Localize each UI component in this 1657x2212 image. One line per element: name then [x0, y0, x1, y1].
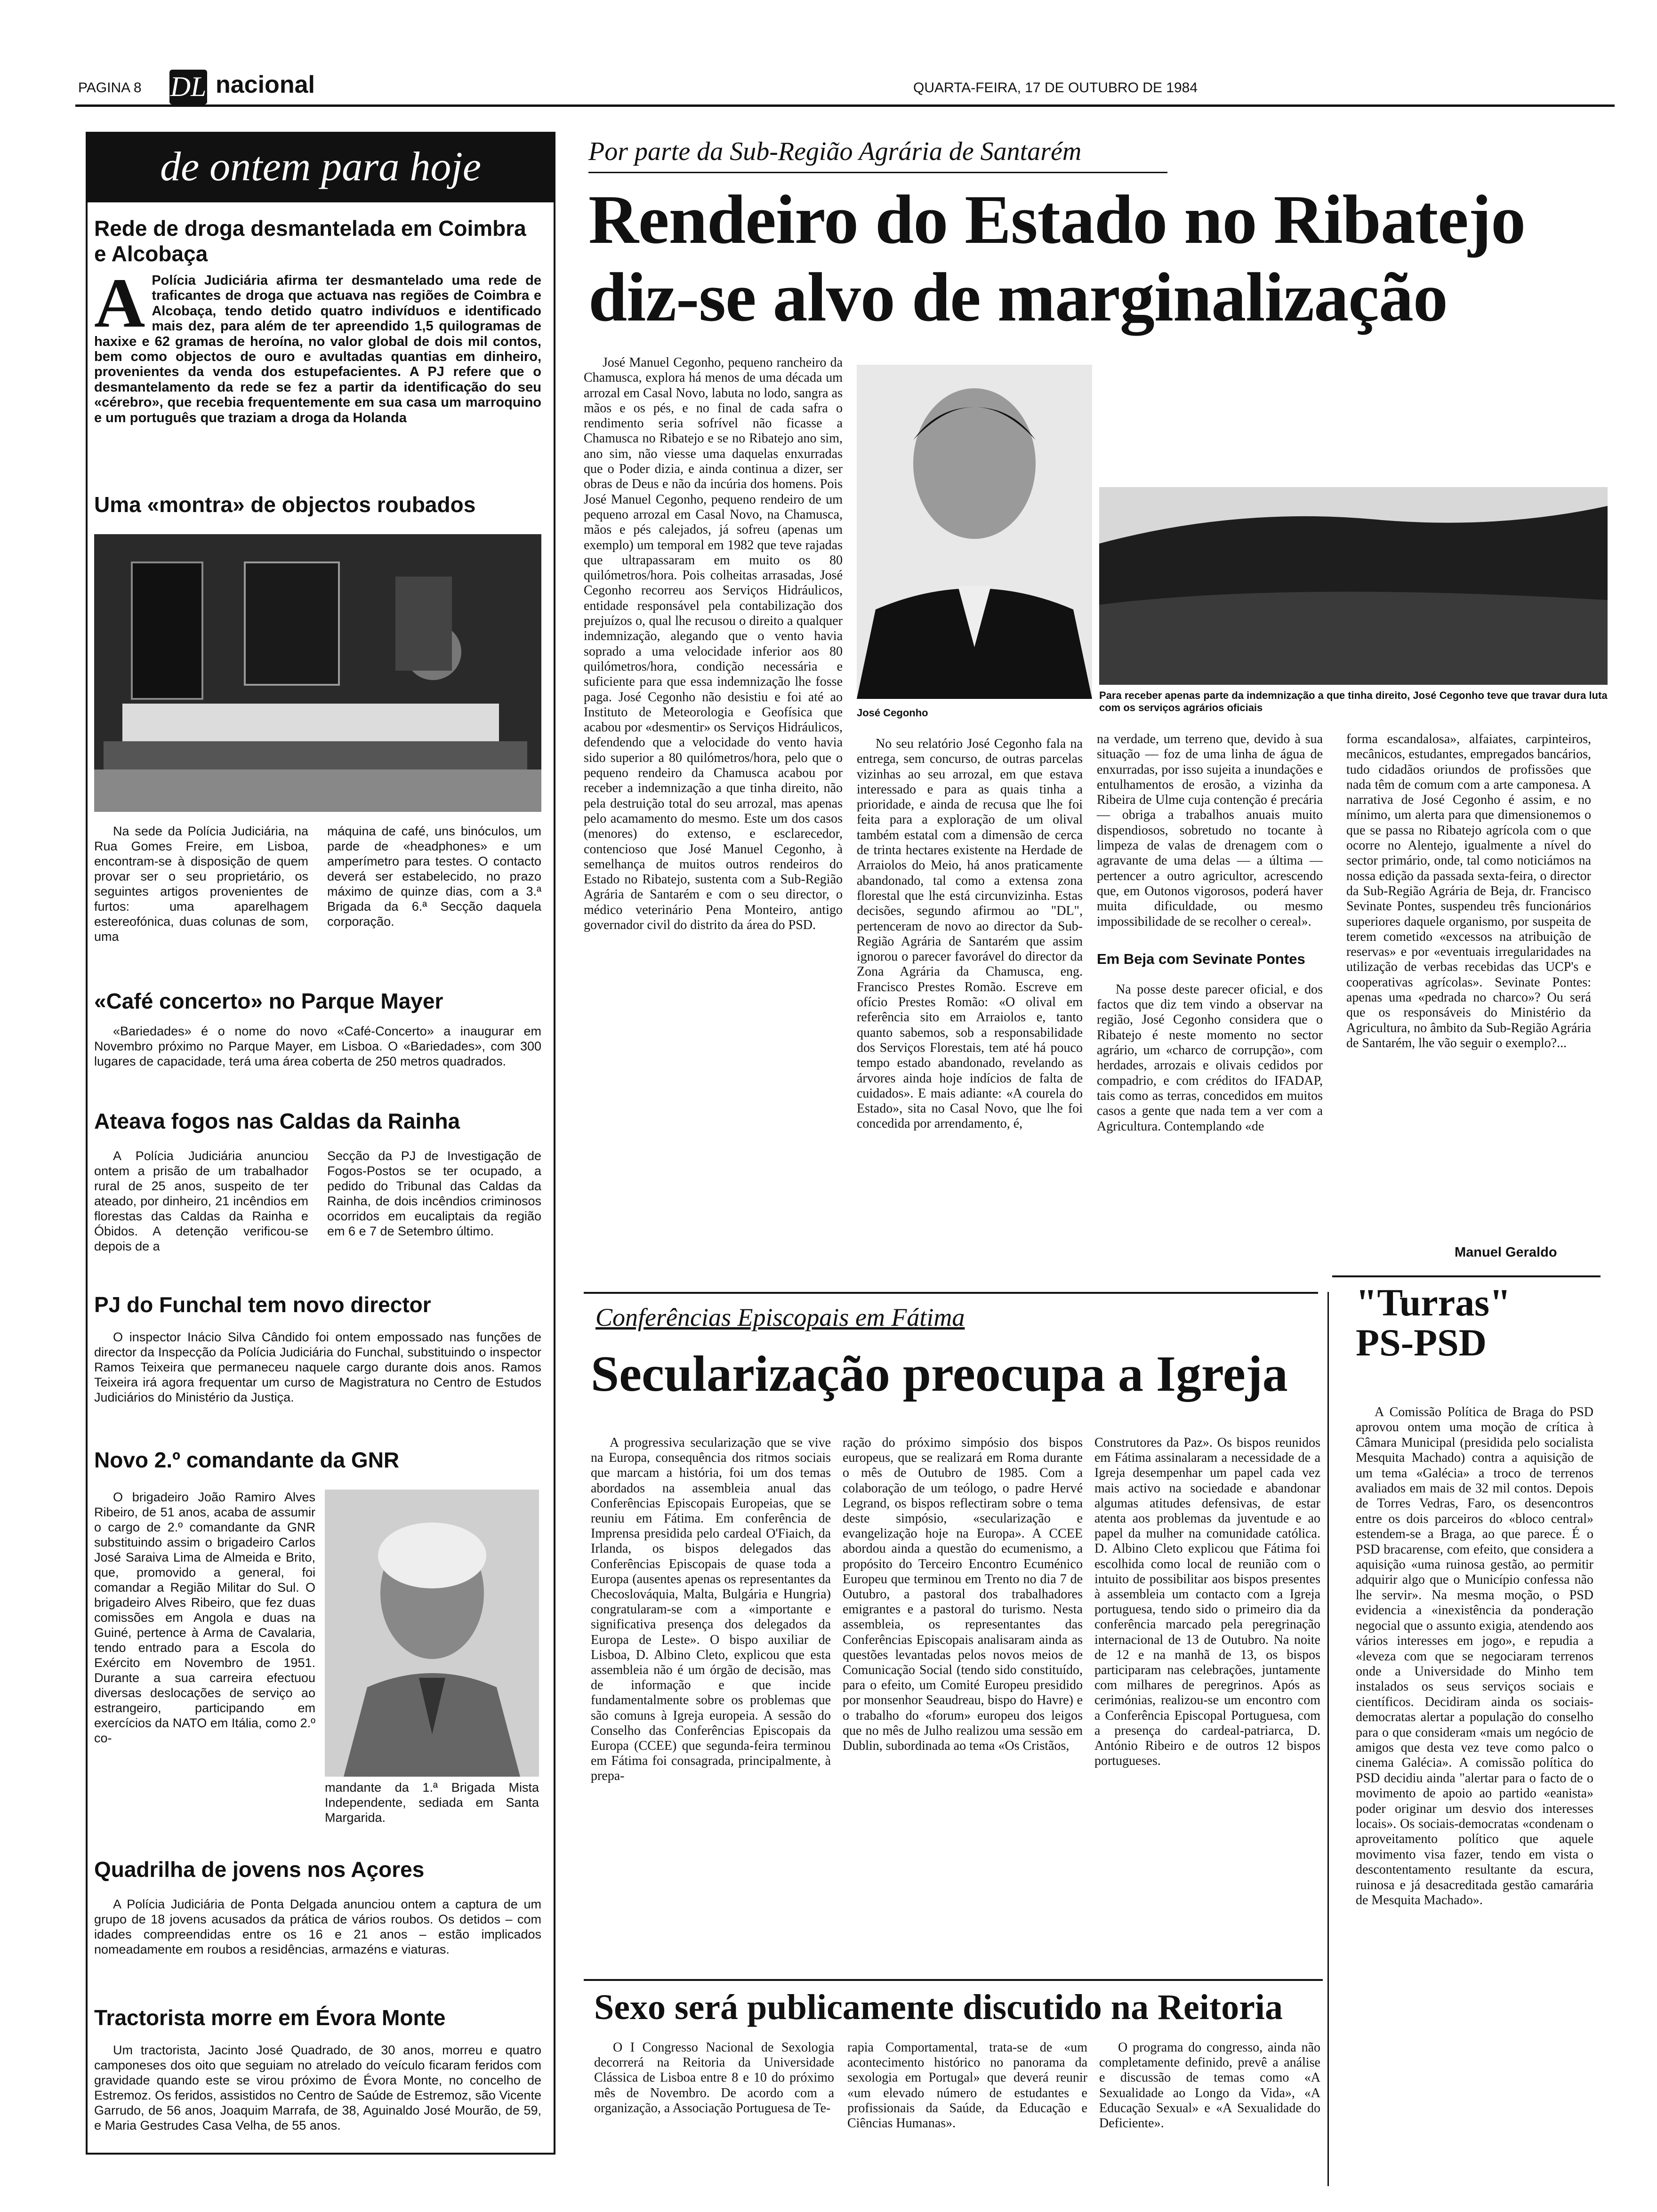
main-col3: [1097, 732, 1323, 1134]
sexo-col2-text: rapia Comportamental, trata-se de «um acontecimento histórico no panorama da sexologia em Portugal» que deverá reunir «um elevado número de estudantes e profissionais da Saúde, da Educação e Ciências Humanas».: [847, 2040, 1087, 2131]
sexo-headline: Sexo será publicamente discutido na Reitoria: [594, 1988, 1283, 2027]
s5-title: PJ do Funchal tem novo director: [94, 1292, 431, 1317]
turras-body: [1356, 1405, 1593, 1908]
sexo-col1: [594, 2040, 834, 2116]
main-kicker: Por parte da Sub-Região Agrária de Santarém: [588, 137, 1082, 166]
s4-title: Ateava fogos nas Caldas da Rainha: [94, 1109, 460, 1133]
s4-col1: A Polícia Judiciária anunciou ontem a prisão de um trabalhador rural de 25 anos, suspeito de ter ateado, por dinheiro, 21 incêndios em florestas das Caldas da Rainha e Óbidos. A detenção verificou-se depois de a: [94, 1149, 308, 1253]
svg-text:DL: DL: [170, 71, 207, 102]
s7-body: [94, 1897, 541, 1957]
s8-title: Tractorista morre em Évora Monte: [94, 2005, 446, 2030]
s2-title: Uma «montra» de objectos roubados: [94, 492, 476, 517]
vertical-divider: [1327, 1292, 1329, 2186]
church-col1: [591, 1435, 831, 1784]
s5-text: O inspector Inácio Silva Cândido foi ontem empossado nas funções de director da Inspecção da Polícia Judiciária do Funchal, substituindo o inspector Ramos Teixeira que permaneceu naquele cargo durante dois anos. Ramos Teixeira irá agora frequentar um curso de Magistratura no Centro de Estudos Judiciários do Ministério da Justiça.: [94, 1330, 541, 1404]
s8-text: Um tractorista, Jacinto José Quadrado, de 30 anos, morreu e quatro camponeses dos oito que seguiam no atrelado do veículo ficaram feridos com gravidade quando este se virou próximo de Évora Monte, no concelho de Estremoz. Os feridos, assistidos no Centro de Saúde de Estremoz, são Vicente Garrudo, de 56 anos, Joaquim Marrafa, de 38, Aguinaldo José Mourão, de 59, e Maria Gestrudes Casa Velha, de 55 anos.: [94, 2043, 541, 2132]
turras-headline-1: "Turras": [1356, 1281, 1511, 1324]
main-col2: [857, 737, 1083, 1132]
church-kicker: Conferências Episcopais em Fátima: [595, 1303, 965, 1331]
sexo-col1-text: O I Congresso Nacional de Sexologia decorrerá na Reitoria da Universidade Clássica de Lisboa entre 8 e 10 do próximo mês de Novembro. De acordo com a organização, a Associação Portuguesa de Te-: [594, 2040, 834, 2116]
turras-text: A Comissão Política de Braga do PSD aprovou ontem uma moção de crítica à Câmara Municipal (presidida pelo socialista Mesquita Machado) contra a aquisição de um tema «Galécia» a troco de terrenos avaliados em mais de 32 mil contos. Depois de Torres Vedras, Faro, os desencontros entre os dois parceiros do «bloco central» estendem-se a Braga, ao que parece. É o PSD bracarense, com efeito, que considera a aquisição «uma ruinosa gestão, ao permitir adquirir algo que o Município confessa não lhe servir». Na mesma moção, o PSD evidencia a «inexistência da ponderação negocial que o assunto exigia, atendendo aos vários interesses em jogo», e repudia a «leveza com que se negociaram terrenos onde a Universidade do Minho tem instalados os seus serviços sociais e científicos. Decidiram ainda os sociais-democratas alertar a população do conselho para o que consideram «mais um negócio de amigos que desta vez teve como palco o cinema Galécia». A comissão política do PSD decidiu ainda "alertar para o facto de o movimento de apoio ao partido «eanista» poder originar um desvio dos interesses locais». Os sociais-democratas «condenam o aproveitamento político que aquele movimento visa fazer, tendo em vista o descontentamento resultante da escura, ruinosa e já desacreditada gestão camarária de Mesquita Machado».: [1356, 1405, 1593, 1907]
main-col4: [1346, 732, 1591, 1051]
sidebar-banner: [86, 132, 555, 202]
s3-body: [94, 1024, 541, 1069]
s5-body: [94, 1330, 541, 1405]
photo2-caption: Para receber apenas parte da indemnização a que tinha direito, José Cegonho teve que travar dura luta com os serviços agrários oficiais: [1099, 689, 1608, 713]
church-col3-text: Construtores da Paz». Os bispos reunidos em Fátima assinalaram a necessidade de a Igreja desempenhar um papel cada vez mais activo na sociedade e abandonar algumas atitudes defensivas, de estar atenta aos problemas da juventude e ao papel da mulher na comunidade católica. D. Albino Cleto explicou que Fátima foi escolhida como local de reunião com o intuito de possibilitar aos bispos presentes à assembleia um contacto com a Igreja portuguesa, tendo sido o primeiro dia da conferência marcado pela peregrinação internacional de 13 de Outubro. Na noite de 12 e na manhã de 13, os bispos participaram nas celebrações, juntamente com milhares de peregrinos. Após as cerimónias, realizou-se um encontro com a Conferência Episcopal Portuguesa, com a presença do cardeal-patriarca, D. António Ribeiro e de outros 12 bispos portugueses.: [1094, 1435, 1320, 1769]
s1-body: [94, 264, 541, 425]
main-headline-1: Rendeiro do Estado no Ribatejo: [588, 181, 1526, 258]
sidebar-box: [86, 132, 555, 2155]
main-col2-text: No seu relatório José Cegonho fala na entrega, sem concurso, de outras parcelas vizinhas ao seu arrozal, em que estava interessado e para as quais tinha a prioridade, e ainda de recusa que lhe foi feita para a exploração de um olival também estatal com a dimensão de cerca de trinta hectares existente na Herdade de Arraiolos do Meio, há anos praticamente abandonado, tal como a extensa zona florestal que lhe está circunvizinha. Estas decisões, segundo afirmou ao "DL", pertenceram de novo ao director da Sub-Região Agrária de Santarém que assim ignorou o parecer favorável do director da Zona Agrária da Chamusca, eng. Francisco Prestes Romão. Escreve em ofício Prestes Romão: «O olival em referência sito em Arraiolos e, tanto quanto sabemos, sob a responsabilidade dos Serviços Florestais, tem até há pouco tempo estado abandonado, revelando as árvores ainda hoje indícios de falta de cuidados». E mais adiante: «A courela do Estado», sita no Casal Novo, que lhe foi concedida por arrendamento, é,: [857, 737, 1083, 1131]
church-col2: [843, 1435, 1083, 1754]
s2-col1: Na sede da Polícia Judiciária, na Rua Gomes Freire, em Lisboa, encontram-se à disposição de quem provar ser o seu proprietário, os seguintes artigos provenientes de furtos: uma aparelhagem estereofónica, duas colunas de som, uma: [94, 824, 308, 944]
s7-text: A Polícia Judiciária de Ponta Delgada anunciou ontem a captura de um grupo de 18 jovens acusados da prática de vários roubos. Os detidos – com idades compreendidas entre os 16 e 21 anos – estão implicados nomeadamente em roubos a residências, armazéns e viaturas.: [94, 1897, 541, 1956]
main-col3b-text: Na posse deste parecer oficial, e dos factos que diz tem vindo a observar na região, José Cegonho considera que o Ribatejo é neste momento no sector agrário, um «charco de corrupção», com herdades, arrozais e olivais cedidos por compadrio, e com créditos do IFADAP, tais como as terras, concedidos em muitos casos a gente que nada tem a ver com a Agricultura. Contemplando «de: [1097, 982, 1323, 1134]
page-date: QUARTA-FEIRA, 17 DE OUTUBRO DE 1984: [913, 80, 1198, 96]
s3-text: «Bariedades» é o nome do novo «Café-Concerto» a inaugurar em Novembro próximo no Parque Mayer, em Lisboa. O «Bariedades», com 300 lugares de capacidade, terá uma área coberta de 250 metros quadrados.: [94, 1024, 541, 1068]
main-col4-text: forma escandalosa», alfaiates, carpinteiros, mecânicos, estudantes, empregados bancários, tudo cidadãos oriundos de profissões que nada têm de comum com a arte camponesa. A narrativa de José Cegonho é assim, e no mínimo, um alerta para que dimensionemos o que se passa no Ribatejo agrícola com o que ocorre no Alentejo, igualmente a nível do sector primário, onde, tal como noticiámos na nossa edição da passada sexta-feira, o director da Sub-Região Agrária de Beja, dr. Francisco Sevinate Pontes, suspendeu três funcionários superiores daquele organismo, por suspeita de terem cometido «excessos na atribuição de reservas» e por «eventuais irregularidades na utilização de verbas recebidas das UCP's e cooperativas agrícolas». Sevinate Pontes: apenas uma «pedrada no charco»? Ou será que os responsáveis do Ministério da Agricultura, no âmbito da Sub-Região Agrária de Santarém, lhe vão seguir o exemplo?...: [1346, 732, 1591, 1050]
s6-tail: [325, 1780, 539, 1825]
s1-title: Rede de droga desmantelada em Coimbra e Alcobaça: [94, 216, 526, 266]
s7-title: Quadrilha de jovens nos Açores: [94, 1857, 425, 1882]
s1-dropcap: A: [94, 264, 145, 342]
s4-col2: Secção da PJ de Investigação de Fogos-Postos se ter ocupado, a pedido do Tribunal das Caldas da Rainha, de dois incêndios criminosos ocorridos em eucaliptais da região em 6 e 7 de Setembro último.: [327, 1149, 541, 1238]
church-col3: [1094, 1435, 1320, 1769]
sexo-col2: [847, 2040, 1087, 2131]
photo1-caption: José Cegonho: [857, 707, 928, 719]
cegonho-portrait-photo: [857, 365, 1092, 699]
church-col1-text: A progressiva secularização que se vive na Europa, consequência dos ritmos sociais que marcam a história, foi um dos temas abordados na assembleia anual das Conferências Episcopais Europeias, que se reuniu em Fátima. Em conferência de Imprensa presidida pelo cardeal O'Fiaich, da Irlanda, os bispos delegados das Conferências Episcopais de quase toda a Europa (ausentes apenas os representantes da Checoslováquia, Malta, Bulgária e Hungria) congratularam-se com a «importante e significativa presença dos delegados da Europa de Leste». O bispo auxiliar de Lisboa, D. Albino Cleto, explicou que esta assembleia não é um órgão de decisão, mas de informação e que incide fundamentalmente sobre os problemas que são comuns à Igreja europeia. A sessão do Conselho das Conferências Episcopais da Europa (CCEE) que segunda-feira terminou em Fátima foi consagrada, principalmente, à prepa-: [591, 1435, 831, 1784]
banner-text: de ontem para hoje: [160, 144, 481, 190]
section-name: nacional: [216, 71, 315, 98]
s6-body: [94, 1490, 315, 1746]
main-col1-text: José Manuel Cegonho, pequeno rancheiro da Chamusca, explora há menos de uma década um arrozal em Casal Novo, labuta no lodo, sangra as mãos e os pés, e no final de cada safra o rendimento seria sofrível não ficasse a Chamusca no Ribatejo e se no Ribatejo ano sim, ano sim, não viesse uma daquelas enxurradas que o Poder dizia, e ainda continua a dizer, ser obras de Deus e não da incúria dos homens. Pois José Manuel Cegonho, pequeno rendeiro de um pequeno arrozal em Casal Novo, na Chamusca, mãos e pés calejados, já sofreu (apenas um exemplo) um temporal em 1982 que teve rajadas que ultrapassaram em muito os 80 quilómetros/hora. Pois colheitas arrasadas, José Cegonho recorreu aos Serviços Hidráulicos, entidade responsável pela contabilização dos prejuízos o, qual lhe recusou o direito a qualquer indemnização, alegando que o vento havia soprado a uma velocidade inferior aos 80 quilómetros/hora, condição necessária e suficiente para que essa indemnização lhe fosse paga. José Cegonho não desistiu e foi até ao Instituto de Meteorologia e Geofísica que acabou por «desmentir» os Serviços Hidráulicos, defendendo que a velocidade do vento havia sido superior a 80 quilómetros/hora, pelo que o pequeno rendeiro da Chamusca acabou por receber a indemnização a que tinha direito, não pela destruição total do seu arrozal, mas apenas pelo acamamento do mesmo. Este um dos casos (menores) do extenso, e esclarecedor, contencioso que José Manuel Cegonho, à semelhança de muitos outros rendeiros do Estado no Ribatejo, sustenta com a Sub-Região Agrária de Santarém e com o seu director, o médico veterinário Pena Monteiro, antigo governador civil do distrito da área do PSD.: [584, 355, 843, 932]
s6-title: Novo 2.º comandante da GNR: [94, 1448, 400, 1472]
divider-church: [584, 1292, 1318, 1294]
divider-turras: [1332, 1275, 1601, 1277]
s6-tail-text: mandante da 1.ª Brigada Mista Independente, sediada em Santa Margarida.: [325, 1780, 539, 1825]
main-col3-subhead: Em Beja com Sevinate Pontes: [1097, 950, 1305, 967]
s6-text: O brigadeiro João Ramiro Alves Ribeiro, de 51 anos, acaba de assumir o cargo de 2.º comandante da GNR substituindo assim o brigadeiro Carlos José Saraiva Lima de Almeida e Brito, que, promovido a general, foi comandar a Região Militar do Sul. O brigadeiro Alves Ribeiro, que fez duas comissões em Angola e duas na Guiné, pertence à Arma de Cavalaria, tendo entrado para a Escola do Exército em Novembro de 1951. Durante a sua carreira efectuou diversas deslocações de serviço ao estrangeiro, participando em exercícios da NATO em Itália, como 2.º co-: [94, 1490, 315, 1745]
gnr-portrait-photo: [325, 1490, 539, 1777]
s2-col2: máquina de café, uns binóculos, um parde de «headphones» e um amperímetro para testes. O contacto deverá ser estabelecido, no prazo máximo de quinze dias, com a 3.ª Brigada da 6.ª Secção daquela corporação.: [327, 824, 541, 929]
turras-headline-2: PS-PSD: [1356, 1321, 1487, 1364]
s3-title: «Café concerto» no Parque Mayer: [94, 989, 443, 1013]
main-byline: Manuel Geraldo: [1455, 1245, 1557, 1260]
sexo-col3: [1099, 2040, 1320, 2131]
sexo-col3-text: O programa do congresso, ainda não completamente definido, prevê a análise e discussão de temas como «A Sexualidade ao Longo da Vida», «A Educação Sexual» e «A Sexualidade do Deficiente».: [1099, 2040, 1320, 2131]
header-rule: [75, 104, 1615, 107]
stolen-goods-photo: [94, 534, 541, 812]
main-headline-2: diz-se alvo de marginalização: [588, 259, 1448, 336]
divider-sexo: [584, 1979, 1323, 1981]
s1-text: Polícia Judiciária afirma ter desmantelado uma rede de traficantes de droga que actuava nas regiões de Coimbra e Alcobaça, tendo detido quatro indivíduos e identificado mais dez, para além de ter apreendido 1,5 quilogramas de haxixe e 62 gramas de heroína, no valor global de dois mil contos, bem como objectos de ouro e avultadas quantias em dinheiro, provenientes da venda dos estupefacientes. A PJ refere que o desmantelamento da rede se fez a partir da identificação do seu «cérebro», que recebia frequentemente em sua casa um marroquino e um português que traziam a droga da Holanda: [94, 273, 541, 425]
church-headline: Secularização preocupa a Igreja: [591, 1346, 1288, 1402]
s8-body: [94, 2043, 541, 2133]
page-number: PAGINA 8: [78, 80, 142, 96]
dl-logo: [169, 70, 207, 104]
kicker-rule: [588, 172, 1167, 173]
main-col1: [584, 355, 843, 933]
ricefield-photo: [1099, 487, 1608, 685]
main-col3-text: na verdade, um terreno que, devido à sua situação — foz de uma linha de água de enxurradas, por isso sujeita a inundações e entulhamentos de erosão, a vizinha da Ribeira de Ulme cuja contenção é precária — obriga a trabalhos anuais muito dispendiosos, sobretudo no tocante à limpeza de valas de drenagem com o agravante de uma delas — a última — pertencer a outro agricultor, acrescendo que, em Outonos vigorosos, poderá haver muita dificuldade, ou mesmo impossibilidade de se recolher o cereal».: [1097, 732, 1323, 929]
church-col2-text: ração do próximo simpósio dos bispos europeus, que se realizará em Roma durante o mês de Outubro de 1985. Com a colaboração de um teólogo, o padre Hervé Legrand, os bispos reflectiram sobre o tema deste simpósio, «secularização e evangelização hoje na Europa». A CCEE abordou ainda a questão do ecumenismo, a propósito do Terceiro Encontro Ecuménico Europeu que terminou em Trento no dia 7 de Outubro, a pastoral dos trabalhadores emigrantes e a pastoral do turismo. Nesta assembleia, os representantes das Conferências Episcopais analisaram ainda as questões levantadas pelos novos meios de Comunicação Social (tendo sido constituído, para o efeito, um Comité Europeu presidido por monsenhor Seaudreau, bispo do Havre) e o trabalho do «forum» europeu dos leigos que no mês de Julho realizou uma sessão em Dublin, subordinada ao tema «Os Cristãos,: [843, 1435, 1083, 1754]
